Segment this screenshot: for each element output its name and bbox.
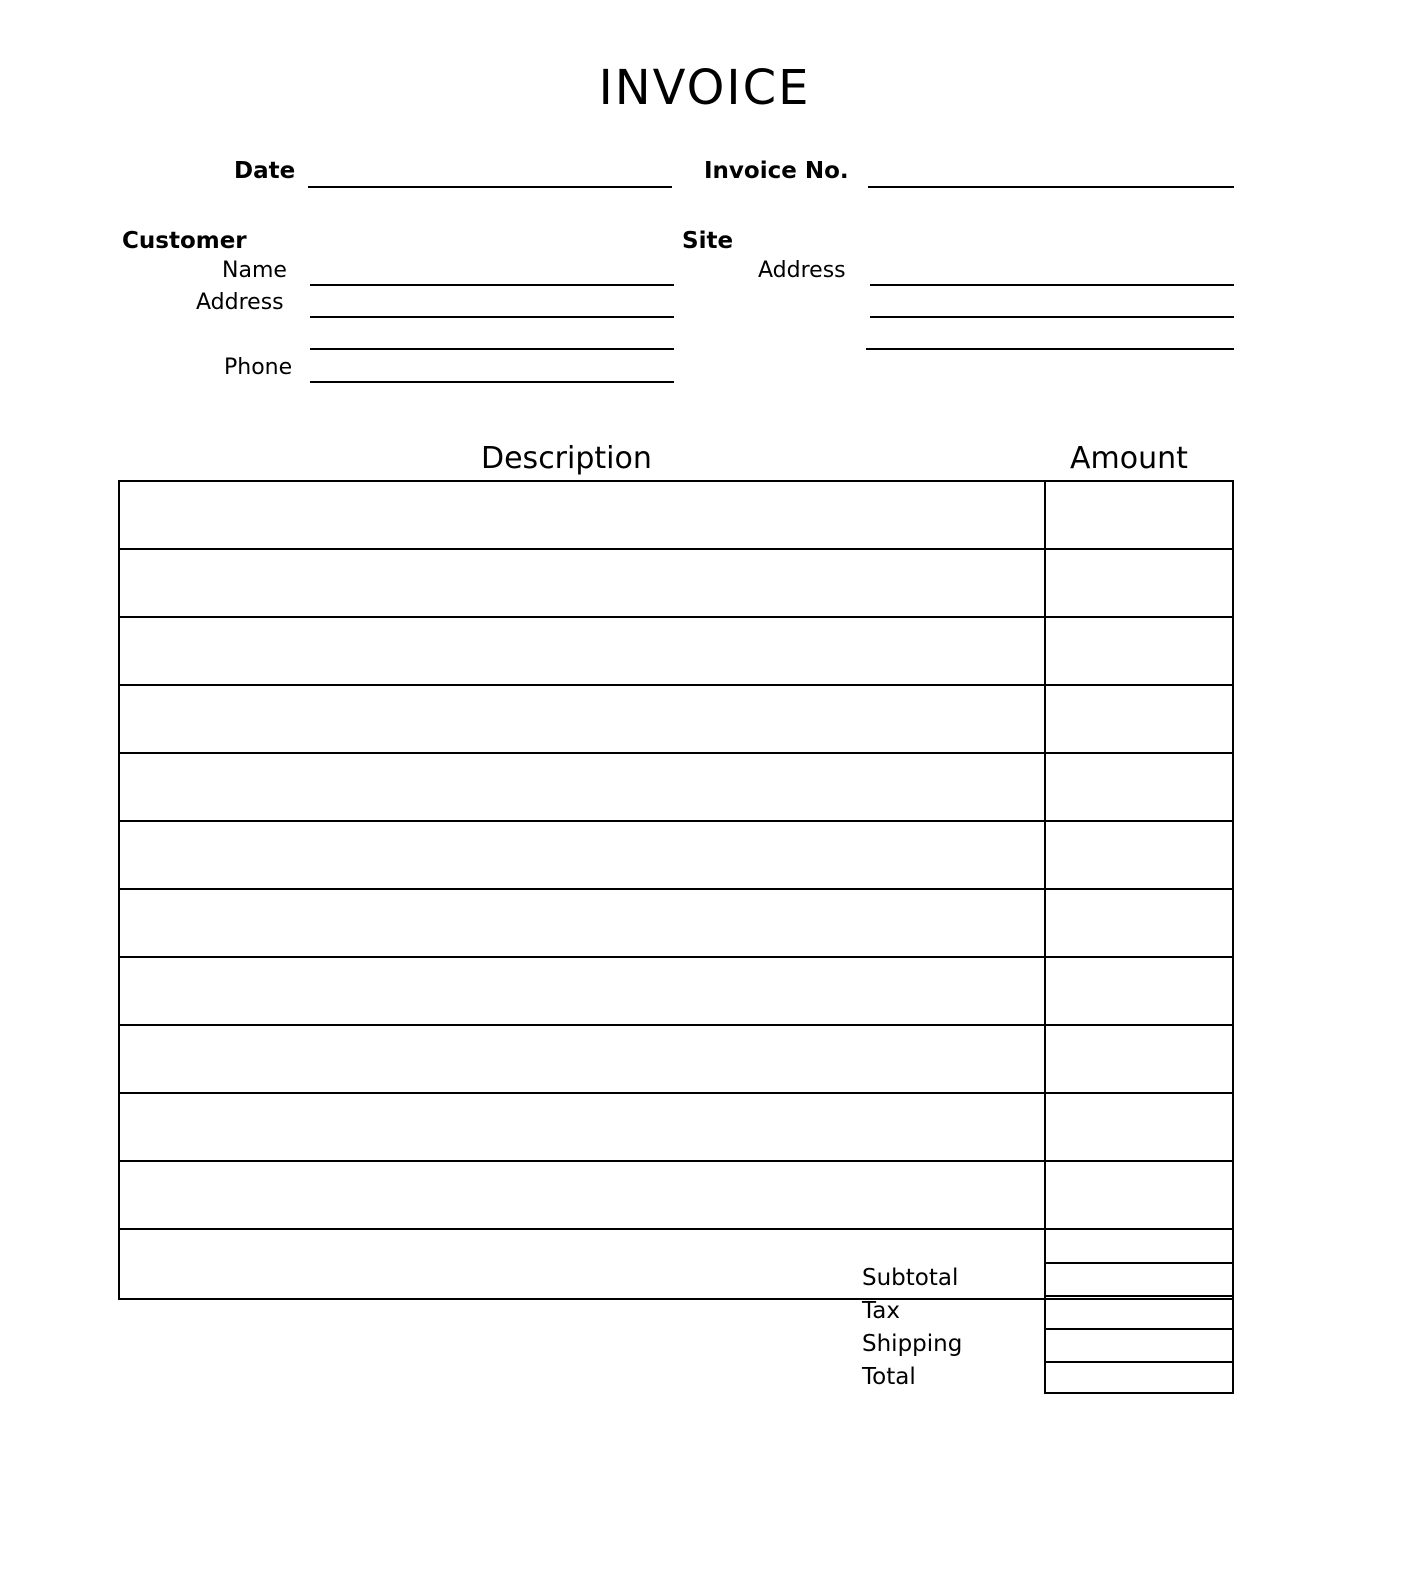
table-row [120,550,1232,618]
line-item-description[interactable] [120,1026,1046,1092]
customer-phone-label: Phone [224,355,293,380]
totals-row-subtotal [862,1262,1234,1295]
line-item-description[interactable] [120,550,1046,616]
site-section-label: Site [682,228,734,254]
site-address-input-line-3[interactable] [866,348,1234,350]
date-label: Date [234,158,296,184]
line-item-amount[interactable] [1046,550,1232,616]
line-item-description[interactable] [120,754,1046,820]
site-address-input-line-1[interactable] [870,284,1234,286]
line-item-description[interactable] [120,890,1046,956]
line-item-description[interactable] [120,1162,1046,1228]
page-title: INVOICE [598,60,811,116]
line-item-description[interactable] [120,686,1046,752]
line-item-amount[interactable] [1046,686,1232,752]
line-item-description[interactable] [120,482,1046,548]
table-row [120,822,1232,890]
totals-row-total [862,1361,1234,1394]
subtotal-label: Subtotal [862,1265,959,1291]
line-item-amount[interactable] [1046,1094,1232,1160]
line-item-description[interactable] [120,1094,1046,1160]
line-item-amount[interactable] [1046,890,1232,956]
customer-section-label: Customer [122,228,247,254]
table-row [120,1162,1232,1230]
shipping-value[interactable] [1044,1328,1234,1361]
table-row [120,482,1232,550]
table-row [120,1026,1232,1094]
total-label: Total [862,1364,916,1390]
amount-column-header: Amount [1070,441,1188,476]
line-item-amount[interactable] [1046,482,1232,548]
table-row [120,890,1232,958]
line-item-amount[interactable] [1046,958,1232,1024]
line-items-table [118,480,1234,1300]
table-row [120,958,1232,1026]
invoice-no-input[interactable] [868,186,1234,188]
table-row [120,686,1232,754]
customer-name-input[interactable] [310,284,674,286]
line-item-description[interactable] [120,618,1046,684]
totals-row-shipping [862,1328,1234,1361]
table-row [120,754,1232,822]
line-item-amount[interactable] [1046,1026,1232,1092]
customer-address-input-line-1[interactable] [310,316,674,318]
date-input[interactable] [308,186,672,188]
line-item-amount[interactable] [1046,1162,1232,1228]
customer-address-label: Address [196,290,284,315]
invoice-no-label: Invoice No. [704,158,849,184]
line-item-amount[interactable] [1046,822,1232,888]
line-item-amount[interactable] [1046,754,1232,820]
table-row [120,1094,1232,1162]
shipping-label: Shipping [862,1331,963,1357]
line-item-description[interactable] [120,958,1046,1024]
customer-name-label: Name [222,258,287,283]
line-item-description[interactable] [120,822,1046,888]
totals-block [862,1262,1234,1394]
tax-value[interactable] [1044,1295,1234,1328]
tax-label: Tax [862,1298,900,1324]
total-value[interactable] [1044,1361,1234,1394]
description-column-header: Description [481,441,652,476]
customer-phone-input[interactable] [310,381,674,383]
line-item-amount[interactable] [1046,618,1232,684]
subtotal-value[interactable] [1044,1262,1234,1295]
totals-row-tax [862,1295,1234,1328]
customer-address-input-line-2[interactable] [310,348,674,350]
site-address-label: Address [758,258,846,283]
site-address-input-line-2[interactable] [870,316,1234,318]
table-row [120,618,1232,686]
